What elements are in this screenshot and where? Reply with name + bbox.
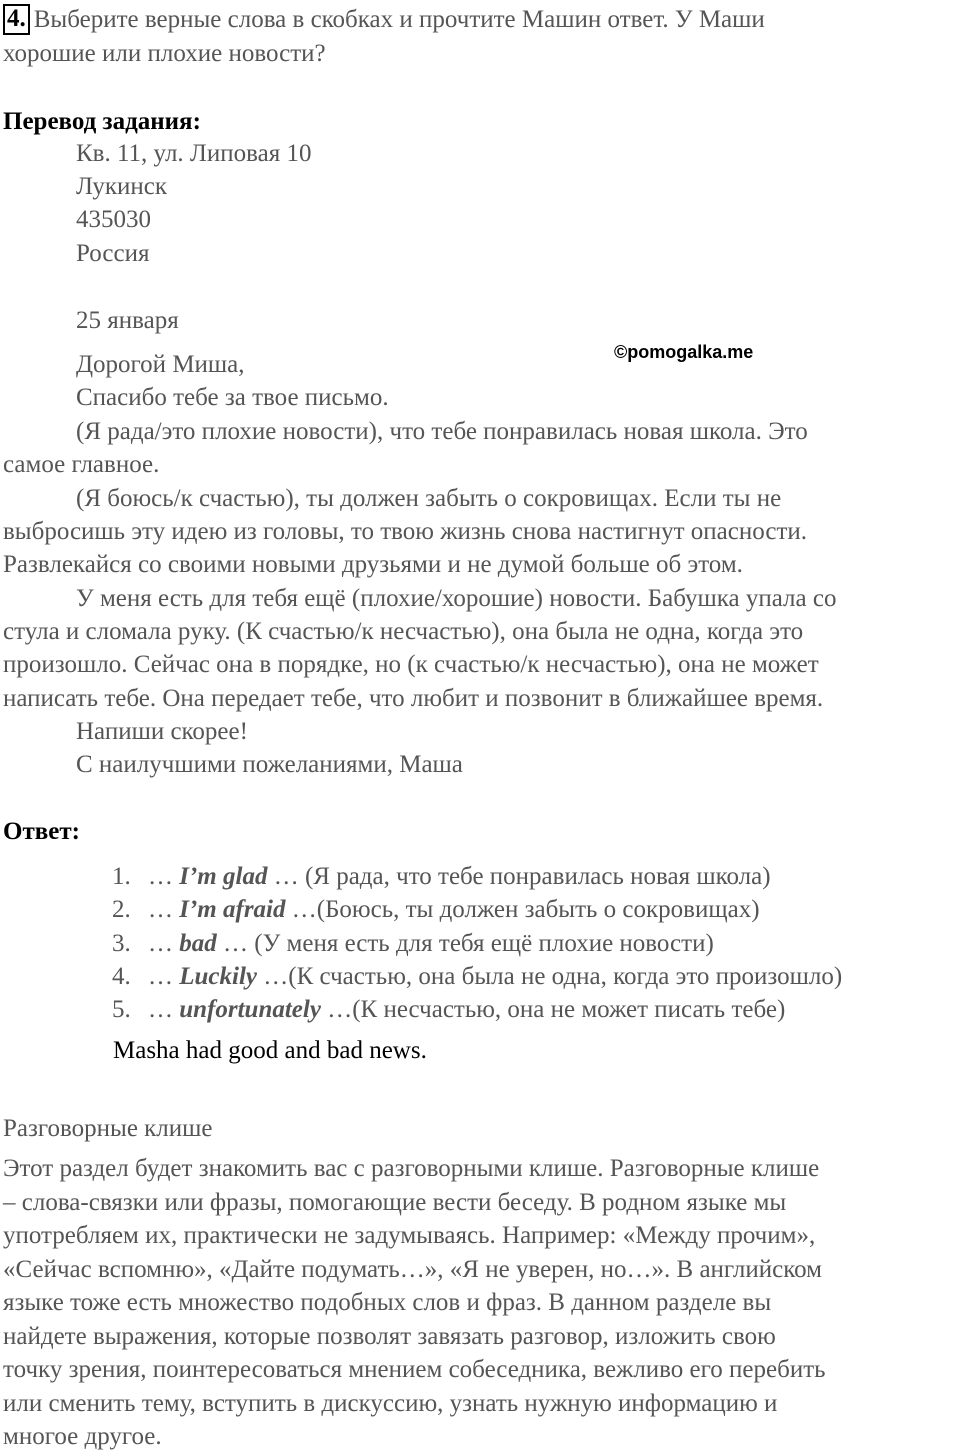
section-line: языке тоже есть множество подобных слов и фраз. В данном разделе вы [3,1289,772,1316]
answer-item [112,927,714,960]
letter-line: Развлекайся со своими новыми друзьями и не думой больше об этом. [3,551,743,578]
letter-line: У меня есть для тебя ещё (плохие/хорошие) новости. Бабушка упала со [76,585,837,612]
section-line: – слова-связки или фразы, помогающие вести беседу. В родном языке мы [3,1189,787,1216]
task-text: Выберите верные слова в скобках и прочтите Машин ответ. У Маши [33,6,765,33]
answer-translation: …(Боюсь, ты должен забыть о сокровищах) [285,896,760,923]
answer-heading: Ответ: [3,818,80,845]
section-line: точку зрения, поинтересоваться мнением собеседника, вежливо его перебить [3,1356,826,1383]
letter-line: самое главное. [3,451,160,478]
answer-keyword: unfortunately [179,996,321,1023]
answer-item [112,860,771,893]
letter-line: произошло. Сейчас она в порядке, но (к счастью/к несчастью), она не может [3,651,819,678]
answer-translation: … (У меня есть для тебя ещё плохие новости) [216,930,714,957]
section-line: Этот раздел будет знакомить вас с разговорными клише. Разговорные клише [3,1155,820,1182]
task-number: 4. [3,4,30,35]
letter-line: (Я рада/это плохие новости), что тебе понравилась новая школа. Это [76,418,808,445]
answer-item [112,960,842,993]
task-line-2: хорошие или плохие новости? [3,40,326,67]
letter-date: 25 января [76,307,179,334]
address-line: Кв. 11, ул. Липовая 10 [76,140,312,167]
letter-greeting: Дорогой Миша, [76,351,245,378]
section-line: найдете выражения, которые позволят завязать разговор, изложить свою [3,1323,776,1350]
answer-number: 4. [112,963,131,990]
answer-number: 1. [112,863,131,890]
answer-ellipsis: … [148,996,180,1023]
section-line: или сменить тему, вступить в дискуссию, узнать нужную информацию и [3,1390,778,1417]
answer-summary: Masha had good and bad news. [113,1037,427,1064]
letter-line: выбросишь эту идею из головы, то твою жизнь снова настигнут опасности. [3,518,807,545]
answer-translation: …(К счастью, она была не одна, когда это произошло) [257,963,843,990]
answer-number: 2. [112,896,131,923]
task-line-1 [3,3,765,36]
section-title: Разговорные клише [3,1115,213,1142]
section-line: «Сейчас вспомню», «Дайте подумать…», «Я не уверен, но…». В английском [3,1256,822,1283]
section-line: употребляем их, практически не задумываясь. Например: «Между прочим», [3,1222,816,1249]
letter-line: Спасибо тебе за твое письмо. [76,384,389,411]
letter-line: (Я боюсь/к счастью), ты должен забыть о сокровищах. Если ты не [76,485,782,512]
answer-item [112,993,785,1026]
translation-heading: Перевод задания: [3,108,201,135]
answer-keyword: bad [179,930,217,957]
answer-ellipsis: … [148,963,180,990]
section-line: многое другое. [3,1423,162,1450]
address-line: Россия [76,240,150,267]
answer-item [112,893,760,926]
answer-translation: …(К несчастью, она не может писать тебе) [320,996,786,1023]
answer-ellipsis: … [148,896,180,923]
letter-line: стула и сломала руку. (К счастью/к несчастью), она была не одна, когда это [3,618,804,645]
letter-line: Напиши скорее! [76,718,248,745]
answer-translation: … (Я рада, что тебе понравилась новая школа) [267,863,771,890]
answer-keyword: I’m glad [179,863,268,890]
answer-number: 3. [112,930,131,957]
letter-line: написать тебе. Она передает тебе, что любит и позвонит в ближайшее время. [3,685,824,712]
address-line: 435030 [76,206,151,233]
answer-keyword: Luckily [179,963,258,990]
answer-ellipsis: … [148,863,180,890]
letter-signoff: С наилучшими пожеланиями, Маша [76,751,463,778]
answer-number: 5. [112,996,131,1023]
address-line: Лукинск [76,173,167,200]
answer-ellipsis: … [148,930,180,957]
watermark: ©pomogalka.me [614,342,754,362]
answer-keyword: I’m afraid [179,896,286,923]
